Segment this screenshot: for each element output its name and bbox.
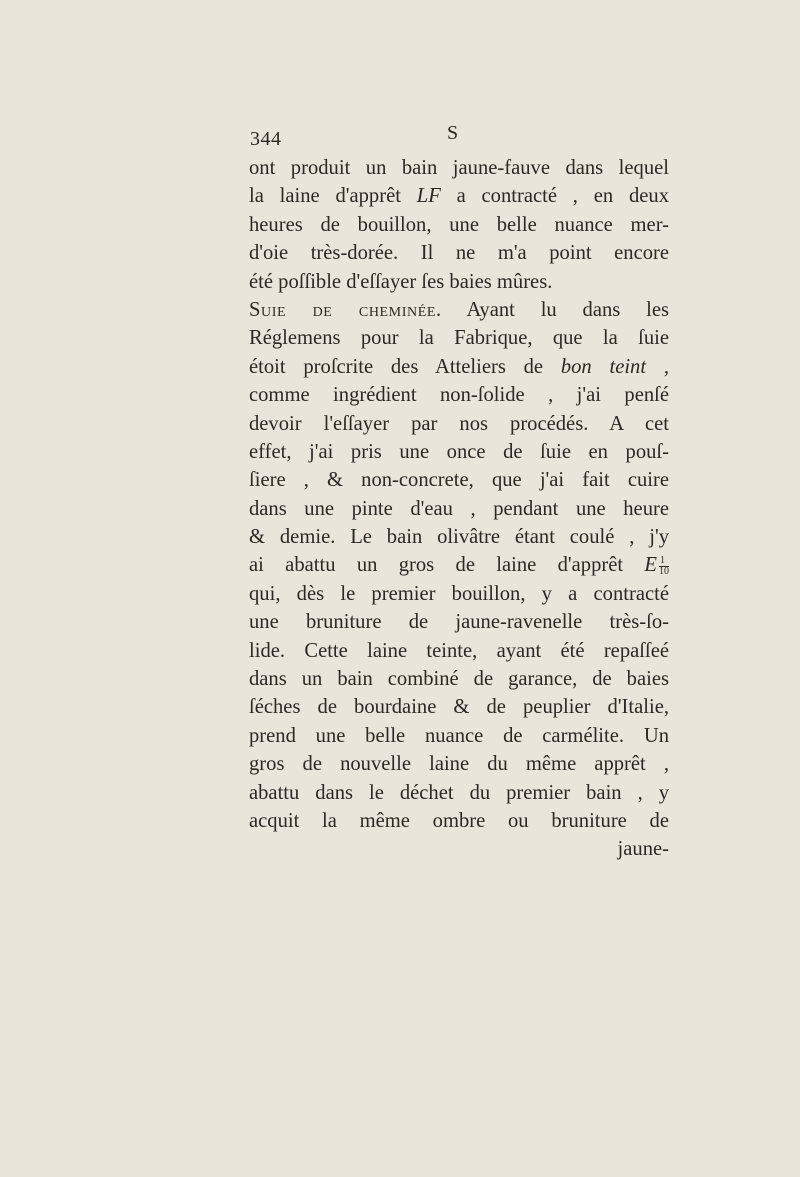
text-line xyxy=(249,693,669,721)
line-text: ſéches de bourdaine & de peuplier d'Italie, xyxy=(249,696,669,719)
line-text: prend une belle nuance de carmélite. Un xyxy=(249,724,669,747)
line-text: Réglemens pour la Fabrique, que la ſuie xyxy=(249,327,669,350)
text-line xyxy=(249,182,669,210)
line-text: étoit proſcrite des Atteliers de xyxy=(249,355,561,378)
line-text: dans une pinte d'eau , pendant une heure xyxy=(249,497,669,520)
line-text: qui, dès le premier bouillon, y a contracté xyxy=(249,582,669,605)
text-line xyxy=(249,750,669,778)
line-text: effet, j'ai pris une once de ſuie en pouſ- xyxy=(249,440,669,463)
text-line xyxy=(249,438,669,466)
line-text: été poſſible d'eſſayer ſes baies mûres. xyxy=(249,270,553,293)
body-text xyxy=(249,154,669,864)
text-line xyxy=(249,779,669,807)
italic-text: bon teint xyxy=(560,355,647,378)
line-text: acquit la même ombre ou bruniture de xyxy=(249,809,669,832)
fraction-denominator: 10 xyxy=(659,566,669,578)
section-heading: Suie de cheminée. xyxy=(249,298,442,321)
line-text: gros de nouvelle laine du même apprêt , xyxy=(249,753,669,776)
line-text: comme ingrédient non-ſolide , j'ai penſé xyxy=(249,384,669,407)
fraction xyxy=(659,556,669,577)
line-text: ſiere , & non-concrete, que j'ai fait cuire xyxy=(249,469,669,492)
text-line xyxy=(249,608,669,636)
italic-text: LF xyxy=(416,185,441,208)
line-text: heures de bouillon, une belle nuance mer- xyxy=(249,213,669,236)
text-line xyxy=(249,296,669,324)
text-line xyxy=(249,410,669,438)
text-line xyxy=(249,324,669,352)
line-text: une bruniture de jaune-ravenelle très-ſo- xyxy=(249,611,669,634)
line-text: dans un bain combiné de garance, de baies xyxy=(249,668,669,691)
line-text: a contracté , en deux xyxy=(440,185,669,208)
text-line xyxy=(249,154,669,182)
text-line xyxy=(249,466,669,494)
line-text: la laine d'apprêt xyxy=(249,185,417,208)
text-line xyxy=(249,580,669,608)
line-text: ai abattu un gros de laine d'apprêt xyxy=(249,554,645,577)
line-text: devoir l'eſſayer par nos procédés. A cet xyxy=(249,412,669,435)
line-text: ont produit un bain jaune-fauve dans lequel xyxy=(249,157,669,179)
text-line xyxy=(249,495,669,523)
line-text: , xyxy=(646,355,670,378)
text-line xyxy=(249,211,669,239)
text-line xyxy=(249,807,669,835)
catchword: jaune- xyxy=(617,838,669,861)
text-line xyxy=(249,551,669,579)
text-line xyxy=(249,353,669,381)
line-text: abattu dans le déchet du premier bain , y xyxy=(249,781,669,804)
text-line xyxy=(249,665,669,693)
text-line xyxy=(249,239,669,267)
text-line xyxy=(249,722,669,750)
signature-mark: S xyxy=(447,122,459,144)
line-text: lide. Cette laine teinte, ayant été repaſſeé xyxy=(249,639,669,662)
text-line xyxy=(249,381,669,409)
text-line xyxy=(249,268,669,296)
text-line xyxy=(249,523,669,551)
line-text: Ayant lu dans les xyxy=(441,298,669,321)
page-number: 344 xyxy=(250,128,282,150)
line-text: d'oie très-dorée. Il ne m'a point encore xyxy=(249,242,669,265)
fraction-numerator: 1 xyxy=(659,556,669,567)
text-line xyxy=(249,637,669,665)
italic-text: E xyxy=(644,554,657,577)
line-text: & demie. Le bain olivâtre étant coulé , j'y xyxy=(249,526,669,549)
